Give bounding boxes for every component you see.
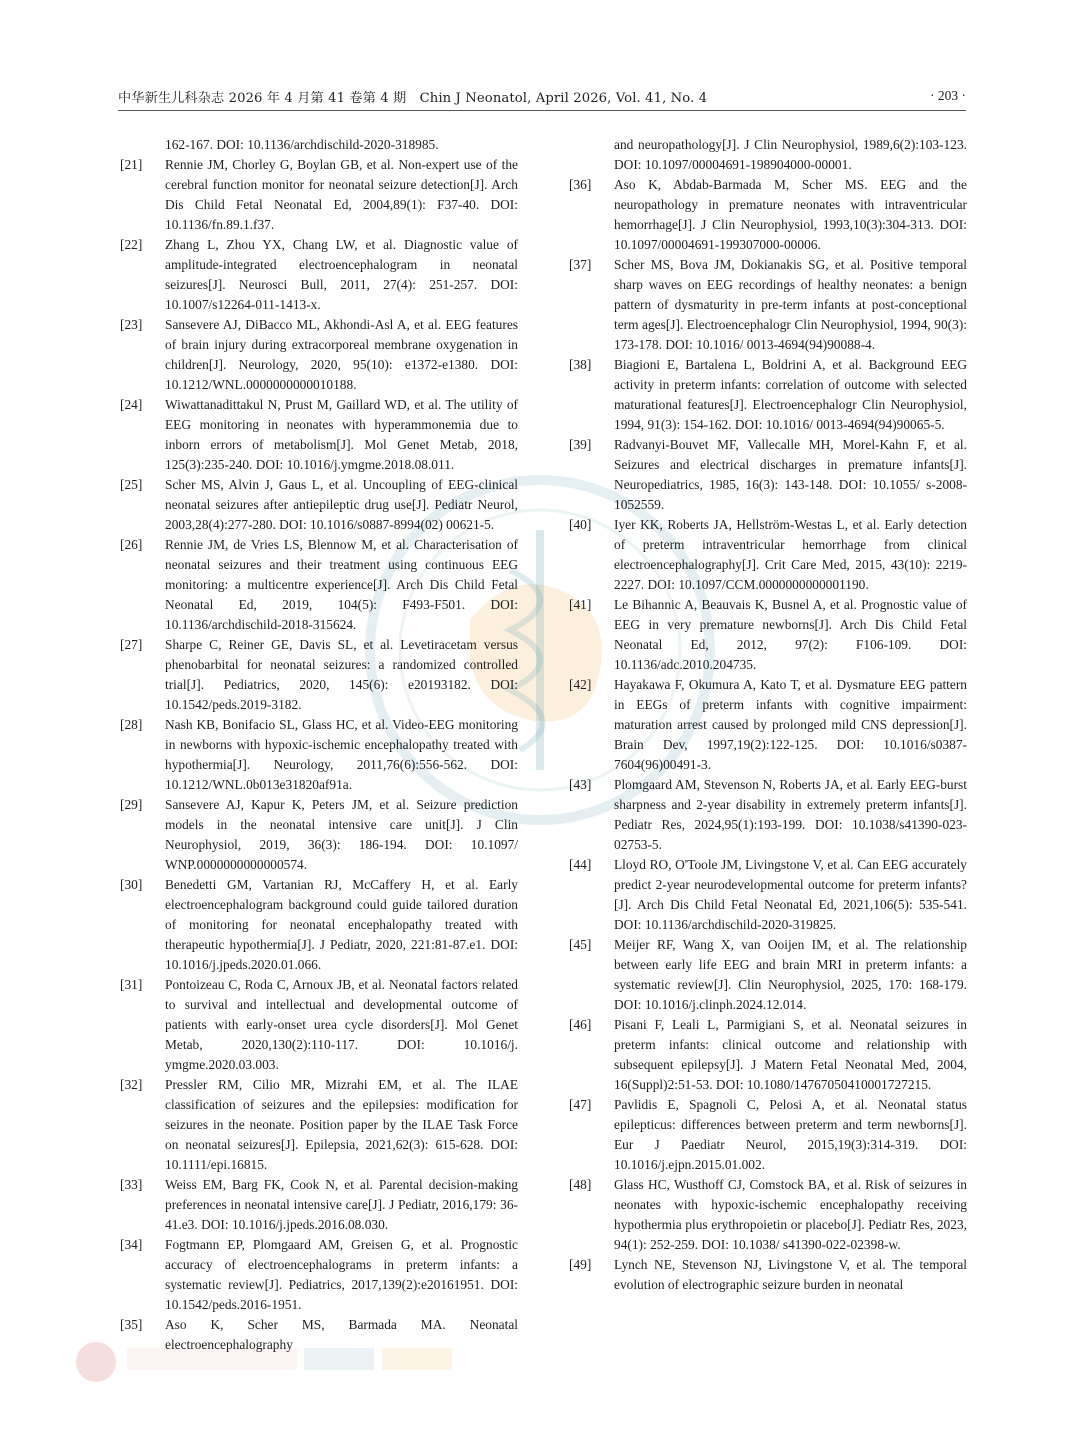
reference-text: Scher MS, Bova JM, Dokianakis SG, et al. Positive temporal sharp waves on EEG recordings of healthy neonates: a benign pattern of dysmaturity in pre-term infants at post-conceptional term ages[J]. Electroencephalogr Clin Neurophysiol, 1994, 90(3): 173-178. DOI: 10.1016/ 0013-4694(94)90088-4. [614,257,967,352]
reference-number: [47] [569,1097,592,1112]
reference-item [118,1315,518,1355]
reference-number: [45] [569,937,592,952]
reference-text: Meijer RF, Wang X, van Ooijen IM, et al. The relationship between early life EEG and brain MRI in preterm infants: a systematic review[J]. Clin Neurophysiol, 2025, 170: 168-179. DOI: 10.1016/j.clinph.2024.12.014. [614,937,967,1012]
reference-number: [23] [120,317,143,332]
reference-text: and neuropathology[J]. J Clin Neurophysiol, 1989,6(2):103-123. DOI: 10.1097/00004691-198904000-00001. [614,137,967,172]
reference-item [567,1095,967,1175]
reference-number: [29] [120,797,143,812]
reference-item [118,635,518,715]
reference-item [567,135,967,175]
reference-item [567,675,967,775]
reference-number: [25] [120,477,143,492]
reference-item [118,535,518,635]
reference-number: [39] [569,437,592,452]
reference-text: Zhang L, Zhou YX, Chang LW, et al. Diagnostic value of amplitude-integrated electroencephalogram in neonatal seizures[J]. Neurosci Bull, 2011, 27(4): 251-257. DOI: 10.1007/s12264-011-1413-x. [165,237,518,312]
reference-number: [41] [569,597,592,612]
reference-number: [43] [569,777,592,792]
reference-item [567,435,967,515]
reference-item [567,255,967,355]
reference-text: Rennie JM, de Vries LS, Blennow M, et al. Characterisation of neonatal seizures and their treatment using continuous EEG monitoring: a multicentre experience[J]. Arch Dis Child Fetal Neonatal Ed, 2019, 104(5): F493-F501. DOI: 10.1136/archdischild-2018-315624. [165,537,518,632]
reference-text: Glass HC, Wusthoff CJ, Comstock BA, et al. Risk of seizures in neonates with hypoxic-ischemic encephalopathy receiving hypothermia plus erythropoietin or placebo[J]. Pediatr Res, 2023, 94(1): 252-259. DOI: 10.1038/ s41390-022-02398-w. [614,1177,967,1252]
reference-number: [42] [569,677,592,692]
reference-number: [22] [120,237,143,252]
reference-number: [33] [120,1177,143,1192]
reference-text: Hayakawa F, Okumura A, Kato T, et al. Dysmature EEG pattern in EEGs of preterm infants with cognitive impairment: maturation arrest caused by prolonged mild CNS depression[J]. Brain Dev, 1997,19(2):122-125. DOI: 10.1016/s0387-7604(96)00491-3. [614,677,967,772]
reference-number: [26] [120,537,143,552]
reference-item [118,155,518,235]
reference-item [118,1175,518,1235]
reference-item [118,235,518,315]
reference-number: [30] [120,877,143,892]
reference-text: 162-167. DOI: 10.1136/archdischild-2020-318985. [165,137,439,152]
reference-text: Nash KB, Bonifacio SL, Glass HC, et al. Video-EEG monitoring in newborns with hypoxic-ischemic encephalopathy treated with hypothermia[J]. Neurology, 2011,76(6):556-562. DOI: 10.1212/WNL.0b013e31820af91a. [165,717,518,792]
reference-item [118,135,518,155]
reference-text: Wiwattanadittakul N, Prust M, Gaillard WD, et al. The utility of EEG monitoring in neonates with hyperammonemia due to inborn errors of metabolism[J]. Mol Genet Metab, 2018, 125(3):235-240. DOI: 10.1016/j.ymgme.2018.08.011. [165,397,518,472]
reference-text: Pontoizeau C, Roda C, Arnoux JB, et al. Neonatal factors related to survival and intellectual and developmental outcome of patients with early-onset urea cycle disorders[J]. Mol Genet Metab, 2020,130(2):110-117. DOI: 10.1016/j. ymgme.2020.03.003. [165,977,518,1072]
reference-number: [49] [569,1257,592,1272]
reference-number: [32] [120,1077,143,1092]
reference-number: [21] [120,157,143,172]
reference-number: [44] [569,857,592,872]
reference-number: [40] [569,517,592,532]
reference-item [567,515,967,595]
reference-text: Lloyd RO, O'Toole JM, Livingstone V, et al. Can EEG accurately predict 2-year neurodevelopmental outcome for preterm infants?[J]. Arch Dis Child Fetal Neonatal Ed, 2021,106(5): 535-541. DOI: 10.1136/archdischild-2020-319825. [614,857,967,932]
reference-text: Weiss EM, Barg FK, Cook N, et al. Parental decision-making preferences in neonatal intensive care[J]. J Pediatr, 2016,179: 36-41.e3. DOI: 10.1016/j.jpeds.2016.08.030. [165,1177,518,1232]
reference-item [567,1015,967,1095]
reference-text: Pressler RM, Cilio MR, Mizrahi EM, et al. The ILAE classification of seizures and the epilepsies: modification for seizures in the neonate. Position paper by the ILAE Task Force on neonatal seizures[J]. Epilepsia, 2021,62(3): 615-628. DOI: 10.1111/epi.16815. [165,1077,518,1172]
reference-text: Sansevere AJ, DiBacco ML, Akhondi-Asl A, et al. EEG features of brain injury during extracorporeal membrane oxygenation in children[J]. Neurology, 2020, 95(10): e1372-e1380. DOI: 10.1212/WNL.0000000000010188. [165,317,518,392]
reference-text: Radvanyi-Bouvet MF, Vallecalle MH, Morel-Kahn F, et al. Seizures and electrical discharges in premature infants[J]. Neuropediatrics, 1985, 16(3): 143-148. DOI: 10.1055/ s-2008-1052559. [614,437,967,512]
reference-text: Pisani F, Leali L, Parmigiani S, et al. Neonatal seizures in preterm infants: clinical outcome and relationship with subsequent epilepsy[J]. J Matern Fetal Neonatal Med, 2004, 16(Suppl)2:51-53. DOI: 10.1080/14767050410001727215. [614,1017,967,1092]
reference-number: [37] [569,257,592,272]
reference-text: Aso K, Abdab-Barmada M, Scher MS. EEG and the neuropathology in premature neonates with intraventricular hemorrhage[J]. J Clin Neurophysiol, 1993,10(3):304-313. DOI: 10.1097/00004691-199307000-00006. [614,177,967,252]
reference-number: [46] [569,1017,592,1032]
reference-item [567,855,967,935]
reference-item [567,935,967,1015]
reference-number: [38] [569,357,592,372]
reference-number: [36] [569,177,592,192]
reference-text: Fogtmann EP, Plomgaard AM, Greisen G, et al. Prognostic accuracy of electroencephalograms in preterm infants: a systematic review[J]. Pediatrics, 2017,139(2):e20161951. DOI: 10.1542/peds.2016-1951. [165,1237,518,1312]
reference-number: [35] [120,1317,143,1332]
reference-item [118,875,518,975]
reference-item [118,395,518,475]
reference-item [118,795,518,875]
reference-text: Rennie JM, Chorley G, Boylan GB, et al. Non-expert use of the cerebral function monitor for neonatal seizure detection[J]. Arch Dis Child Fetal Neonatal Ed, 2004,89(1): F37-40. DOI: 10.1136/fn.89.1.f37. [165,157,518,232]
reference-item [118,975,518,1075]
reference-item [118,315,518,395]
page-number: · 203 · [930,88,966,103]
reference-item [118,475,518,535]
reference-text: Le Bihannic A, Beauvais K, Busnel A, et al. Prognostic value of EEG in very premature newborns[J]. Arch Dis Child Fetal Neonatal Ed, 2012, 97(2): F106-109. DOI: 10.1136/adc.2010.204735. [614,597,967,672]
reference-item [118,715,518,795]
reference-item [567,1255,967,1295]
reference-number: [31] [120,977,143,992]
reference-number: [34] [120,1237,143,1252]
reference-text: Pavlidis E, Spagnoli C, Pelosi A, et al. Neonatal status epilepticus: differences between preterm and term newborns[J]. Eur J Paediatr Neurol, 2015,19(3):314-319. DOI: 10.1016/j.ejpn.2015.01.002. [614,1097,967,1172]
reference-text: Biagioni E, Bartalena L, Boldrini A, et al. Background EEG activity in preterm infants: correlation of outcome with selected maturational features[J]. Electroencephalogr Clin Neurophysiol, 1994, 91(3): 154-162. DOI: 10.1016/ 0013-4694(94)90065-5. [614,357,967,432]
reference-item [118,1075,518,1175]
reference-text: Plomgaard AM, Stevenson N, Roberts JA, et al. Early EEG-burst sharpness and 2-year disability in extremely preterm infants[J]. Pediatr Res, 2024,95(1):193-199. DOI: 10.1038/s41390-023-02753-5. [614,777,967,852]
reference-column-left [118,135,518,1355]
reference-column-right [567,135,967,1295]
reference-text: Scher MS, Alvin J, Gaus L, et al. Uncoupling of EEG-clinical neonatal seizures after antiepileptic drug use[J]. Pediatr Neurol, 2003,28(4):277-280. DOI: 10.1016/s0887-8994(02) 00621-5. [165,477,518,532]
reference-text: Benedetti GM, Vartanian RJ, McCaffery H, et al. Early electroencephalogram background could guide tailored duration of monitoring for neonatal encephalopathy treated with therapeutic hypothermia[J]. J Pediatr, 2020, 221:81-87.e1. DOI: 10.1016/j.jpeds.2020.01.066. [165,877,518,972]
reference-number: [48] [569,1177,592,1192]
reference-item [567,355,967,435]
reference-item [567,775,967,855]
reference-text: Sansevere AJ, Kapur K, Peters JM, et al. Seizure prediction models in the neonatal intensive care unit[J]. J Clin Neurophysiol, 2019, 36(3): 186-194. DOI: 10.1097/ WNP.0000000000000574. [165,797,518,872]
reference-text: Iyer KK, Roberts JA, Hellström-Westas L, et al. Early detection of preterm intraventricular hemorrhage from clinical electroencephalography[J]. Crit Care Med, 2015, 43(10): 2219-2227. DOI: 10.1097/CCM.0000000000001190. [614,517,967,592]
reference-text: Sharpe C, Reiner GE, Davis SL, et al. Levetiracetam versus phenobarbital for neonatal seizures: a randomized controlled trial[J]. Pediatrics, 2020, 145(6): e20193182. DOI: 10.1542/peds.2019-3182. [165,637,518,712]
reference-item [567,175,967,255]
reference-item [567,595,967,675]
reference-item [567,1175,967,1255]
reference-number: [24] [120,397,143,412]
reference-number: [27] [120,637,143,652]
reference-text: Aso K, Scher MS, Barmada MA. Neonatal electroencephalography [165,1317,518,1352]
running-header [118,84,966,111]
reference-number: [28] [120,717,143,732]
reference-item [118,1235,518,1315]
reference-text: Lynch NE, Stevenson NJ, Livingstone V, et al. The temporal evolution of electrographic seizure burden in neonatal [614,1257,967,1292]
journal-citation: 中华新生儿科杂志 2026 年 4 月第 41 卷第 4 期 Chin J Neonatol, April 2026, Vol. 41, No. 4 [118,91,708,106]
